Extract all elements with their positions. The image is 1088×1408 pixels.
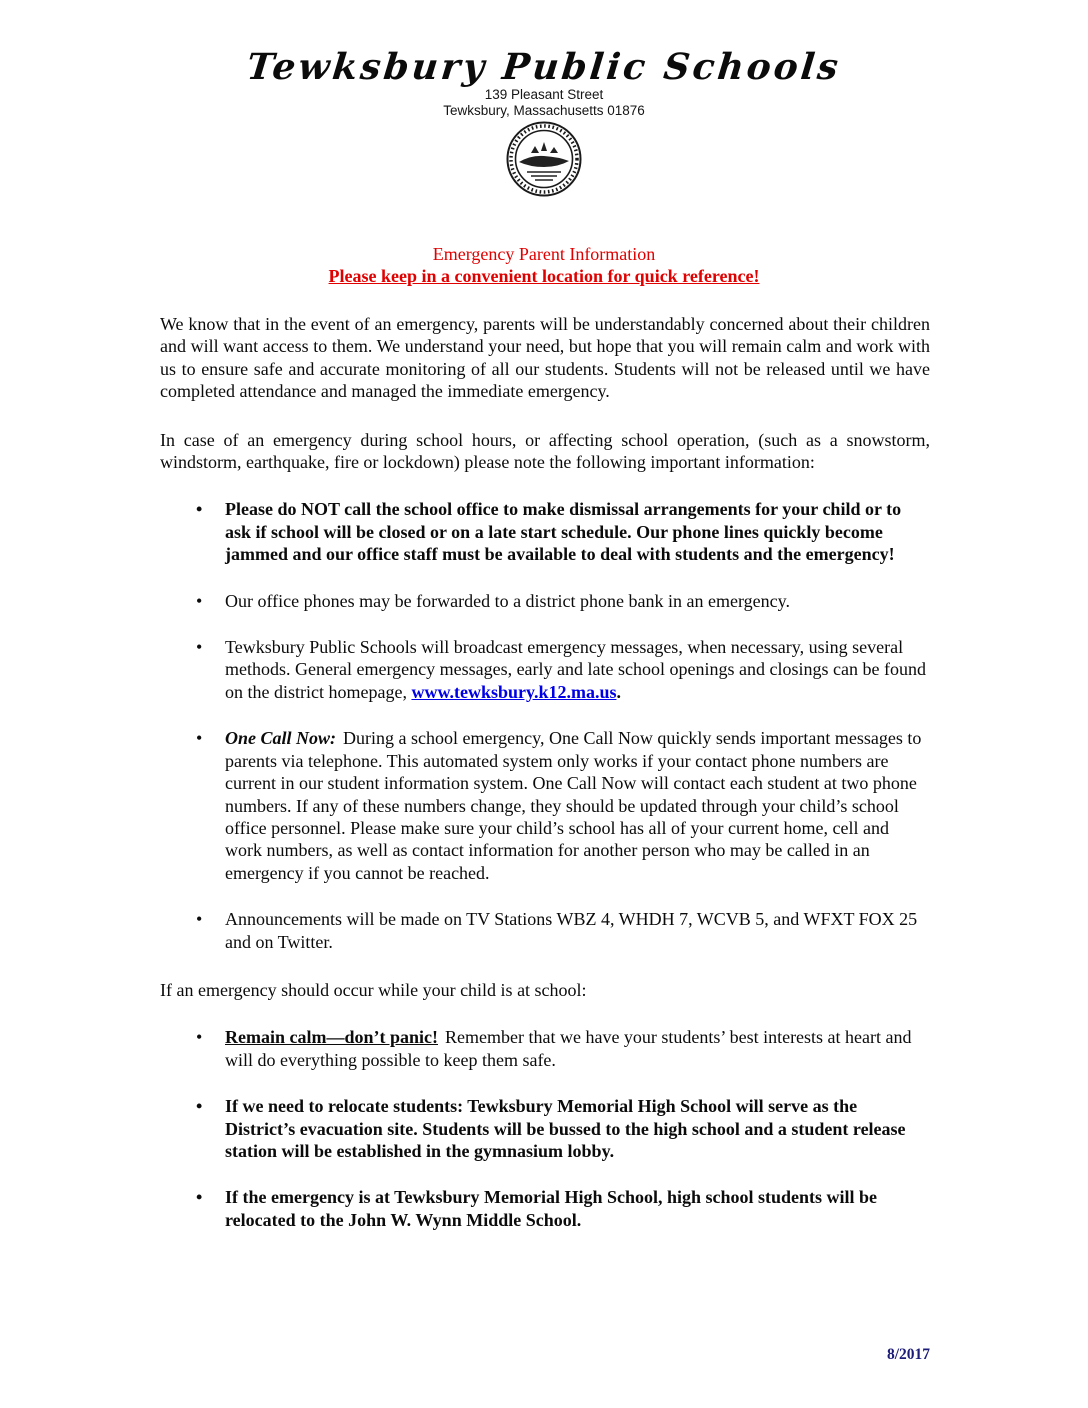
list-item — [225, 1186, 930, 1231]
one-call-now-label: One Call Now: — [225, 728, 337, 749]
list-item — [225, 1026, 930, 1071]
list-item-text: . — [616, 681, 621, 702]
intro-paragraph-2: In case of an emergency during school hours, or affecting school operation, (such as a snowstorm, windstorm, earthquake, fire or lockdown) please note the following important information: — [160, 429, 930, 473]
document-title: Emergency Parent Information — [432, 244, 656, 264]
remain-calm-label: Remain calm—don’t panic! — [225, 1027, 438, 1048]
list-item-text: If the emergency is at Tewksbury Memorial High School, high school students will be relocated to the John W. Wynn Middle School. — [225, 1187, 878, 1230]
document-subtitle: Please keep in a convenient location for quick reference! — [328, 266, 760, 286]
revision-date: 8/2017 — [886, 1346, 930, 1363]
list-item-text: Remember that we have your students’ best interests at heart and will do everything possible to keep them safe. — [225, 1027, 912, 1070]
list-item-text: Announcements will be made on TV Stations WBZ 4, WHDH 7, WCVB 5, and WFXT FOX 25 and on Twitter. — [225, 909, 918, 952]
list-item-text: Please do NOT call the school office to make dismissal arrangements for your child or to ask if school will be closed or on a late start schedule. Our phone lines quickly become jammed and our office staff must be available to deal with students and the emergency! — [225, 499, 902, 565]
list-item — [225, 498, 930, 565]
at-school-list — [160, 1026, 930, 1231]
list-item-text: Tewksbury Public Schools will broadcast emergency messages, when necessary, using several methods. General emergency messages, early and late school openings and closings can be found on the district homepage, — [225, 637, 926, 702]
list-item-text: If we need to relocate students: Tewksbury Memorial High School will serve as the District’s evacuation site. Students will be bussed to the high school and a student release station will be established in the gymnasium lobby. — [225, 1096, 906, 1161]
intro-paragraph-1: We know that in the event of an emergency, parents will be understandably concerned about their children and will want access to them. We understand your need, but hope that you will remain calm and work with us to ensure safe and accurate monitoring of all our students. Students will not be released until we have completed attendance and managed the immediate emergency. — [160, 314, 930, 402]
list-item — [225, 727, 930, 884]
mid-paragraph: If an emergency should occur while your child is at school: — [160, 979, 587, 1000]
document-title-block — [0, 243, 1088, 287]
list-item — [225, 1095, 930, 1162]
list-item-text: During a school emergency, One Call Now quickly sends important messages to parents via telephone. This automated system only works if your contact phone numbers are current in our student information system. One Call Now will contact each student at two phone numbers. If any of these numbers change, they should be updated through your child’s school office personnel. Please make sure your child’s school has all of your current home, cell and work numbers, as well as contact information for another person who may be called in an emergency if you cannot be reached. — [225, 728, 922, 883]
list-item — [225, 908, 930, 953]
school-name: Tewksbury Public Schools — [244, 46, 844, 88]
document-body — [160, 313, 930, 1231]
address-line-2: Tewksbury, Massachusetts 01876 — [443, 103, 645, 118]
list-item — [225, 636, 930, 703]
letterhead — [0, 0, 1088, 203]
emergency-info-list — [160, 498, 930, 953]
list-item-text: Our office phones may be forwarded to a district phone bank in an emergency. — [225, 590, 790, 611]
list-item — [225, 590, 930, 612]
address-line-1: 139 Pleasant Street — [484, 87, 604, 102]
district-homepage-link[interactable]: www.tewksbury.k12.ma.us — [411, 681, 617, 702]
town-seal-icon — [0, 120, 1088, 203]
